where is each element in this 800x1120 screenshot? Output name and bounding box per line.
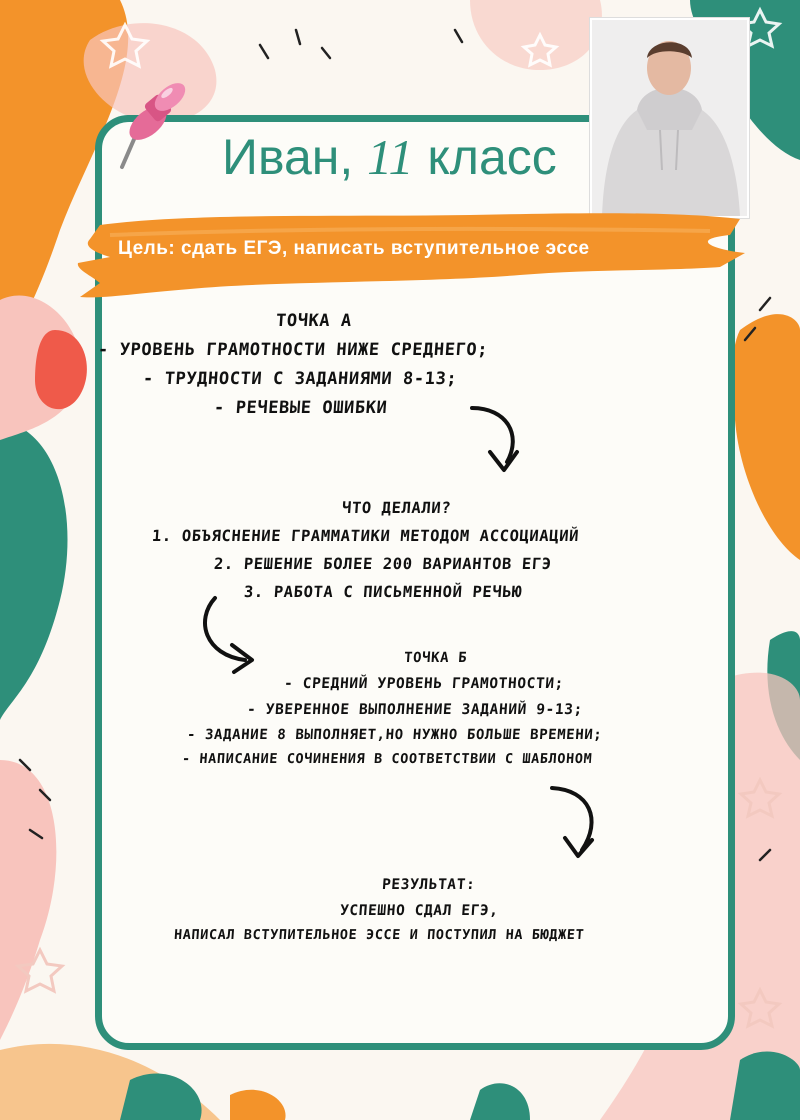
what-done-heading: ЧТО ДЕЛАЛИ? (341, 499, 452, 517)
grade-number: 11 (367, 129, 414, 185)
point-b-item: - НАПИСАНИЕ СОЧИНЕНИЯ В СООТВЕТСТВИИ С ШАБЛОНОМ (181, 751, 593, 767)
point-a-item: - УРОВЕНЬ ГРАМОТНОСТИ НИЖЕ СРЕДНЕГО; (97, 340, 489, 360)
curved-arrow-icon (462, 400, 532, 480)
goal-text: Цель: сдать ЕГЭ, написать вступительное эссе (118, 238, 590, 259)
result-item: НАПИСАЛ ВСТУПИТЕЛЬНОЕ ЭССЕ И ПОСТУПИЛ НА БЮДЖЕТ (173, 927, 585, 943)
point-b-item: - СРЕДНИЙ УРОВЕНЬ ГРАМОТНОСТИ; (283, 676, 565, 692)
result-heading: РЕЗУЛЬТАТ: (381, 877, 476, 893)
curved-arrow-icon (540, 780, 610, 865)
curved-arrow-icon (190, 590, 270, 675)
what-done-item: 1. ОБЪЯСНЕНИЕ ГРАММАТИКИ МЕТОДОМ АССОЦИАЦИЙ (151, 527, 580, 545)
point-b-heading: ТОЧКА Б (403, 650, 468, 666)
student-title (222, 128, 557, 186)
pushpin-icon (110, 75, 200, 175)
point-a-item: - ТРУДНОСТИ С ЗАДАНИЯМИ 8-13; (142, 369, 458, 389)
what-done-item: 3. РАБОТА С ПИСЬМЕННОЙ РЕЧЬЮ (243, 583, 523, 601)
point-a-heading: ТОЧКА А (275, 311, 353, 331)
point-a-item: - РЕЧЕВЫЕ ОШИБКИ (213, 398, 389, 418)
student-photo (590, 18, 749, 218)
point-b-item: - ЗАДАНИЕ 8 ВЫПОЛНЯЕТ,НО НУЖНО БОЛЬШЕ ВРЕМЕНИ; (186, 727, 603, 743)
result-item: УСПЕШНО СДАЛ ЕГЭ, (339, 903, 500, 919)
what-done-item: 2. РЕШЕНИЕ БОЛЕЕ 200 ВАРИАНТОВ ЕГЭ (213, 555, 553, 573)
grade-word: класс (427, 129, 557, 185)
student-name: Иван, (222, 129, 354, 185)
point-b-item: - УВЕРЕННОЕ ВЫПОЛНЕНИЕ ЗАДАНИЙ 9-13; (246, 702, 584, 718)
